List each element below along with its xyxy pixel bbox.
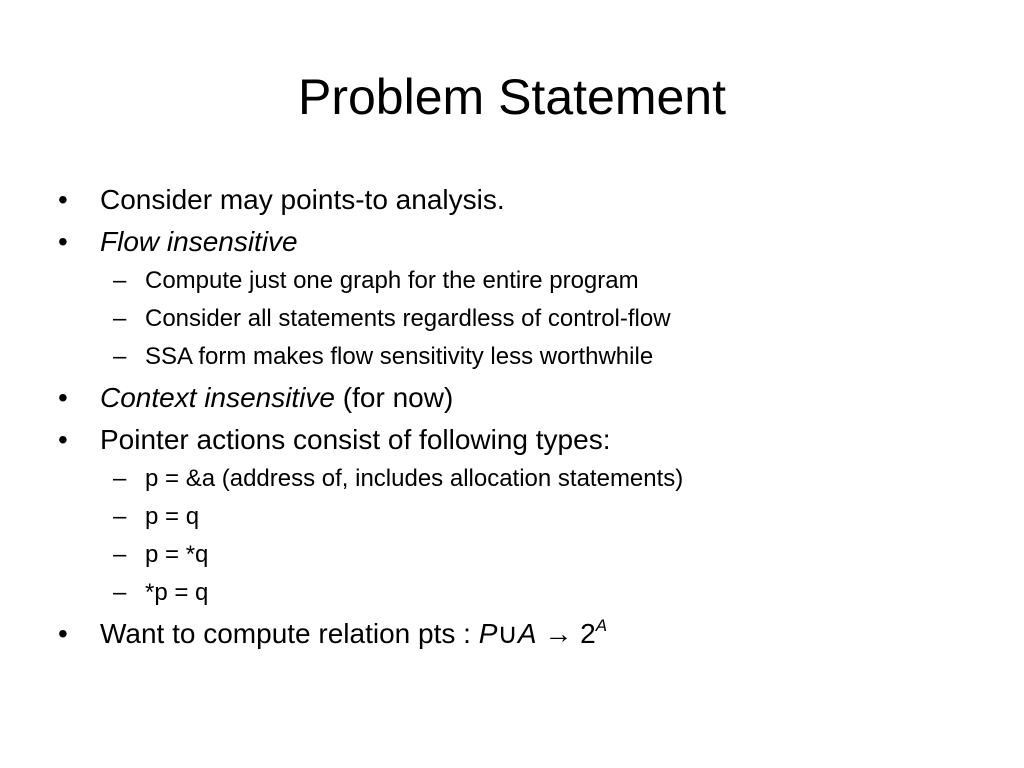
relation-prefix: Want to compute relation pts : [100,618,479,649]
dash-marker: – [113,267,127,294]
bullet-consider-may-points-to: Consider may points-to analysis. [100,184,505,215]
power-exponent: A [595,615,608,635]
bullet-marker: • [58,382,68,413]
dash-marker: – [113,343,127,370]
sub-item-store: *p = q [145,579,209,606]
sub-item-load: p = *q [145,541,209,568]
dash-marker: – [113,305,127,332]
slide-title: Problem Statement [298,69,726,125]
sub-item-copy: p = q [145,503,200,530]
sub-item-one-graph: Compute just one graph for the entire program [145,267,639,294]
bullet-marker: • [58,184,68,215]
dash-marker: – [113,503,127,530]
sub-item-all-statements: Consider all statements regardless of control-flow [145,305,671,332]
bullet-flow-insensitive: Flow insensitive [100,226,298,257]
set-p: P [478,618,498,649]
context-insensitive-text: Context insensitive [100,382,336,413]
dash-marker: – [113,579,127,606]
dash-marker: – [113,465,127,492]
set-a: A [517,618,537,649]
bullet-marker: • [58,618,68,649]
sub-item-address-of: p = &a (address of, includes allocation statements) [145,465,684,492]
union-symbol: ∪ [497,618,518,649]
for-now-text: (for now) [335,382,454,413]
bullet-context-insensitive [100,380,453,416]
bullet-marker: • [58,226,68,257]
bullet-compute-relation [100,616,607,652]
bullet-pointer-actions: Pointer actions consist of following types: [100,424,611,455]
dash-marker: – [113,541,127,568]
sub-item-ssa-form: SSA form makes flow sensitivity less worthwhile [145,343,654,370]
arrow-power-base: → 2 [536,618,596,649]
bullet-marker: • [58,424,68,455]
